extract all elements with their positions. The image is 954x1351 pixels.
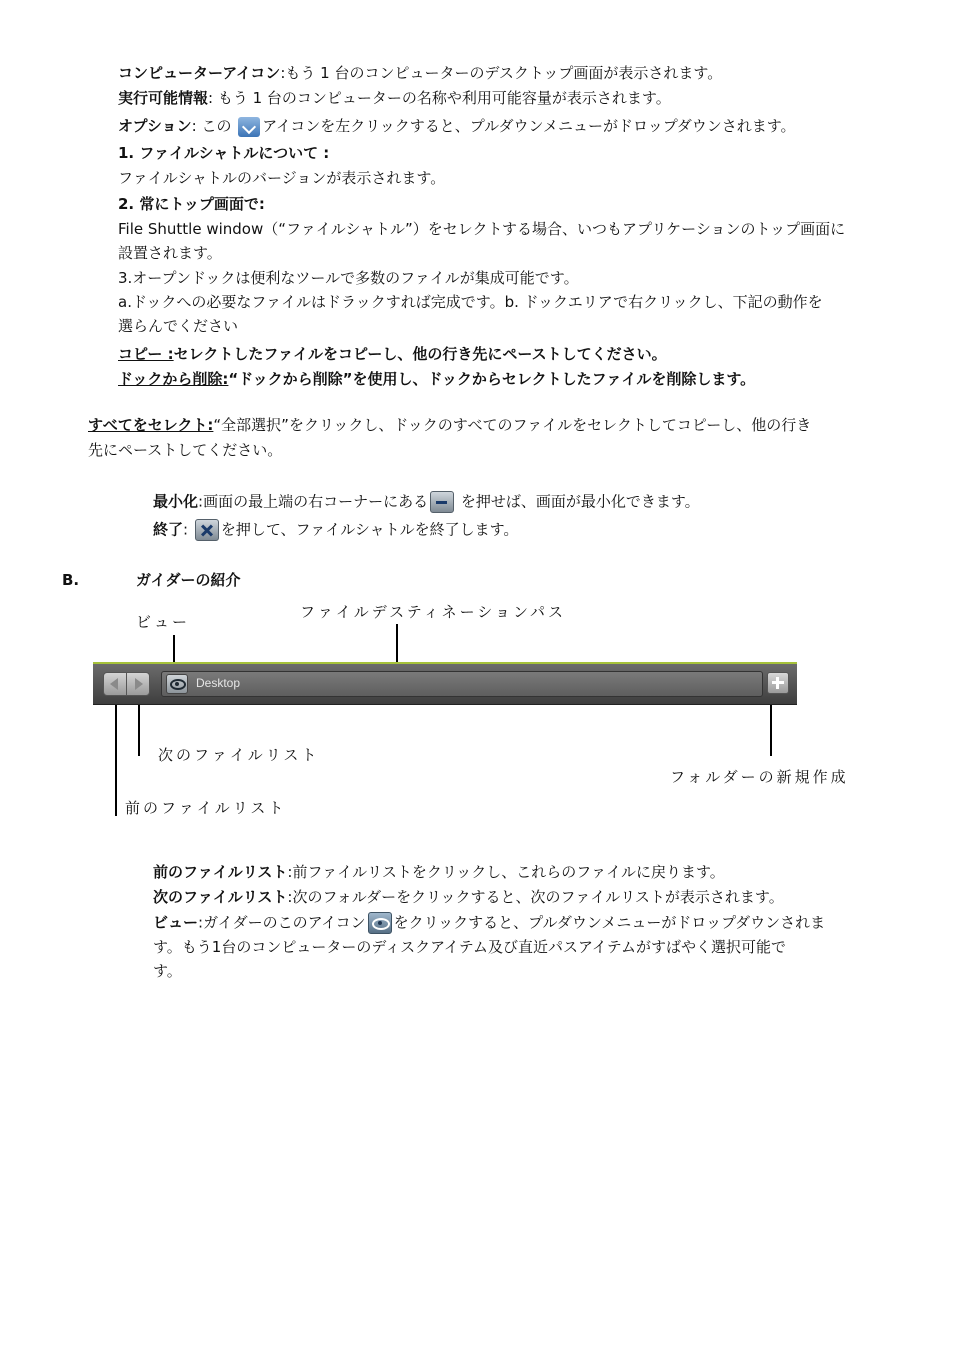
line-select-all: [88, 415, 811, 435]
desc: を押して、ファイルシャトルを終了します。: [220, 520, 519, 539]
label-new-folder: フォルダーの新規作成: [670, 768, 849, 786]
line-prev-list: [153, 862, 725, 882]
callout-line-next: [138, 700, 140, 756]
desc: を押せば、画面が最小化できます。: [456, 492, 700, 511]
destination-path-field[interactable]: [161, 671, 763, 697]
text-version: ファイルシャトルのバージョンが表示されます。: [118, 169, 446, 187]
next-file-list-button[interactable]: [126, 672, 150, 696]
line-remove-dock: [118, 369, 755, 389]
guider-bar: [93, 662, 797, 705]
desc: をクリックすると、プルダウンメニューがドロップダウンされま: [393, 913, 826, 932]
text-dock-drag-cont: 選らんでください: [118, 317, 239, 335]
desc: : この: [191, 117, 237, 135]
label-next-list: 次のファイルリスト: [158, 746, 320, 764]
text-view-cont2: す。: [153, 962, 182, 980]
text-open-dock: 3.オープンドックは便利なツールで多数のファイルが集成可能です。: [118, 269, 579, 287]
label-destination-path: ファイルデスティネーションパス: [300, 603, 566, 621]
term: オプション: [118, 117, 192, 135]
term: 終了: [153, 520, 184, 539]
line-next-list: [153, 887, 784, 907]
close-icon: [195, 519, 219, 541]
line-exec-info: [118, 88, 671, 108]
desc: “全部選択”をクリックし、ドックのすべてのファイルをセレクトしてコピーし、他の行き: [213, 416, 812, 434]
desc: : もう 1 台のコンピューターの名称や利用可能容量が表示されます。: [208, 89, 671, 107]
chevron-down-icon: [238, 117, 260, 137]
term: ドックから削除:: [118, 370, 229, 388]
term: ビュー: [153, 913, 199, 932]
heading-always-top: 2. 常にトップ画面で:: [118, 195, 265, 213]
callout-line-new-folder: [770, 700, 772, 756]
desc: :もう 1 台のコンピューターのデスクトップ画面が表示されます。: [280, 64, 723, 82]
term: すべてをセレクト:: [88, 416, 214, 434]
text-dock-drag: a.ドックへの必要なファイルはドラックすれば完成です。b. ドックエリアで右クリックし、下記の動作を: [118, 293, 823, 311]
desc: アイコンを左クリックすると、プルダウンメニューがドロップダウンされます。: [262, 117, 796, 135]
text-select-all-cont: 先にペーストしてください。: [88, 441, 283, 459]
term: コピー :: [118, 345, 174, 363]
section-title: ガイダーの紹介: [136, 571, 241, 589]
term: 前のファイルリスト: [153, 863, 288, 881]
minimize-icon: [430, 491, 454, 513]
label-prev-list: 前のファイルリスト: [125, 799, 287, 817]
callout-line-view: [173, 635, 175, 665]
desc: :画面の最上端の右コーナーにある: [198, 492, 429, 511]
desc: :ガイダーのこのアイコン: [198, 913, 366, 932]
term: 実行可能情報: [118, 89, 209, 107]
term: コンピューターアイコン: [118, 64, 281, 82]
desc: :: [183, 520, 193, 539]
text-window: File Shuttle window（“ファイルシャトル”）をセレクトする場合、いつもアプリケーションのトップ画面に: [118, 220, 846, 238]
desc: :前ファイルリストをクリックし、これらのファイルに戻ります。: [287, 863, 725, 881]
term: 次のファイルリスト: [153, 888, 288, 906]
text-view-cont: す。もう1台のコンピューターのディスクアイテム及び直近パスアイテムがすばやく選択可能で: [153, 938, 786, 956]
eye-icon: [368, 912, 392, 934]
line-view: [153, 912, 825, 934]
line-minimize: [153, 491, 700, 513]
line-copy: [118, 344, 667, 364]
desc: :次のフォルダーをクリックすると、次のファイルリストが表示されます。: [287, 888, 784, 906]
prev-file-list-button[interactable]: [103, 672, 127, 696]
new-folder-button[interactable]: [767, 672, 789, 694]
label-view: ビュー: [136, 613, 191, 631]
line-options: [118, 116, 796, 137]
section-letter: B.: [62, 571, 80, 589]
term: 最小化: [153, 492, 199, 511]
desc: “ドックから削除”を使用し、ドックからセレクトしたファイルを削除します。: [228, 370, 756, 388]
path-text: Desktop: [196, 676, 241, 690]
eye-icon[interactable]: [166, 674, 188, 694]
line-exit: [153, 519, 518, 541]
heading-about: 1. ファイルシャトルについて :: [118, 144, 330, 162]
line-computer-icon: [118, 63, 722, 83]
text-window-cont: 設置されます。: [118, 244, 222, 262]
desc: セレクトしたファイルをコピーし、他の行き先にペーストしてください。: [173, 345, 667, 363]
callout-line-prev: [115, 700, 117, 816]
